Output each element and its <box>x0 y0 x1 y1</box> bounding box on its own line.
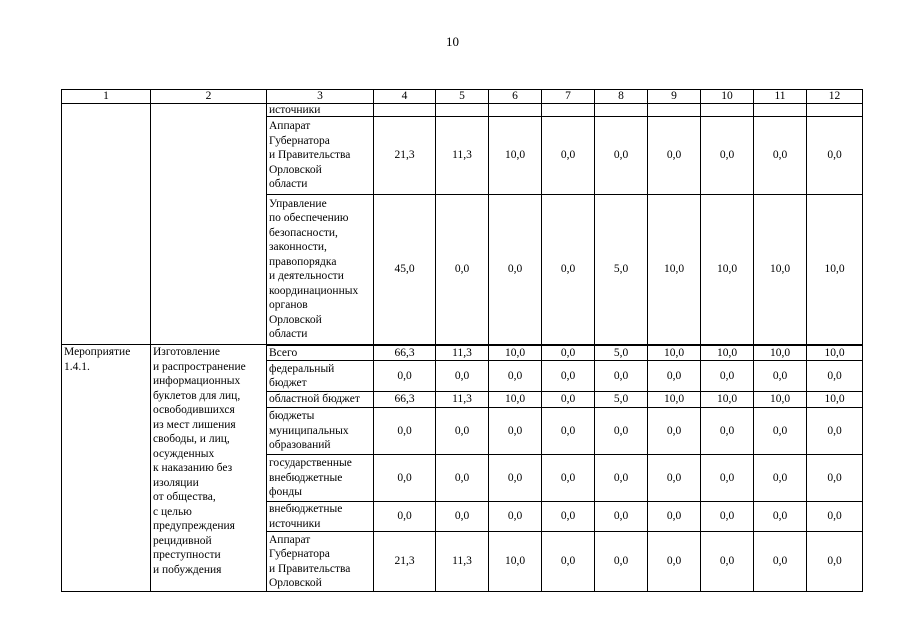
value-cell-col-7: 0,0 <box>542 408 595 455</box>
value-cell-col-10: 0,0 <box>701 502 754 532</box>
column-number-9: 9 <box>648 90 701 104</box>
value-cell-col-12: 0,0 <box>807 532 863 592</box>
value-cell-col-9: 0,0 <box>648 361 701 392</box>
funding-source-cell: Всего <box>267 345 374 361</box>
value-cell-col-11: 0,0 <box>754 502 807 532</box>
value-cell-col-4: 45,0 <box>374 195 436 345</box>
column-number-row <box>62 90 863 104</box>
value-cell-col-9: 10,0 <box>648 195 701 345</box>
value-cell-col-11: 10,0 <box>754 345 807 361</box>
value-cell-col-6: 10,0 <box>489 532 542 592</box>
value-cell-col-11: 0,0 <box>754 408 807 455</box>
value-cell-col-9 <box>648 104 701 117</box>
value-cell-col-12: 10,0 <box>807 345 863 361</box>
table-row <box>62 104 863 117</box>
value-cell-col-6: 0,0 <box>489 455 542 502</box>
value-cell-col-11: 0,0 <box>754 532 807 592</box>
value-cell-col-12: 0,0 <box>807 117 863 195</box>
value-cell-col-10 <box>701 104 754 117</box>
value-cell-col-11: 0,0 <box>754 455 807 502</box>
value-cell-col-12: 0,0 <box>807 361 863 392</box>
value-cell-col-7 <box>542 104 595 117</box>
value-cell-col-11: 0,0 <box>754 361 807 392</box>
value-cell-col-12: 10,0 <box>807 392 863 408</box>
funding-source-cell: федеральный бюджет <box>267 361 374 392</box>
value-cell-col-4: 0,0 <box>374 361 436 392</box>
column-number-8: 8 <box>595 90 648 104</box>
value-cell-col-11: 0,0 <box>754 117 807 195</box>
column-number-6: 6 <box>489 90 542 104</box>
value-cell-col-8 <box>595 104 648 117</box>
funding-source-cell: Аппарат Губернатора и Правительства Орловской области <box>267 117 374 195</box>
value-cell-col-5: 11,3 <box>436 532 489 592</box>
value-cell-col-7: 0,0 <box>542 532 595 592</box>
value-cell-col-9: 0,0 <box>648 502 701 532</box>
value-cell-col-11: 10,0 <box>754 392 807 408</box>
funding-source-cell: бюджеты муниципальных образований <box>267 408 374 455</box>
funding-source-cell: областной бюджет <box>267 392 374 408</box>
value-cell-col-6: 10,0 <box>489 345 542 361</box>
value-cell-col-10: 10,0 <box>701 195 754 345</box>
value-cell-col-5: 11,3 <box>436 117 489 195</box>
measure-description-cell: Изготовление и распространение информационных буклетов для лиц, освободившихся из мест лишения свободы, и лиц, осужденных к наказанию без изоляции от общества, с целью предупреждения рецидивной преступности и побуждения <box>151 345 267 592</box>
value-cell-col-5: 0,0 <box>436 455 489 502</box>
value-cell-col-10: 0,0 <box>701 117 754 195</box>
measure-code-cell <box>62 104 151 345</box>
measure-code-cell: Мероприятие 1.4.1. <box>62 345 151 592</box>
funding-source-cell: источники <box>267 104 374 117</box>
funding-source-cell: государственные внебюджетные фонды <box>267 455 374 502</box>
value-cell-col-8: 5,0 <box>595 195 648 345</box>
measure-description-cell <box>151 104 267 345</box>
value-cell-col-11 <box>754 104 807 117</box>
column-number-3: 3 <box>267 90 374 104</box>
column-number-2: 2 <box>151 90 267 104</box>
value-cell-col-9: 0,0 <box>648 532 701 592</box>
value-cell-col-7: 0,0 <box>542 502 595 532</box>
value-cell-col-5: 0,0 <box>436 195 489 345</box>
value-cell-col-6: 0,0 <box>489 195 542 345</box>
value-cell-col-5: 11,3 <box>436 392 489 408</box>
value-cell-col-9: 10,0 <box>648 345 701 361</box>
value-cell-col-12: 0,0 <box>807 502 863 532</box>
value-cell-col-8: 5,0 <box>595 345 648 361</box>
value-cell-col-6 <box>489 104 542 117</box>
value-cell-col-10: 0,0 <box>701 532 754 592</box>
funding-source-cell: Аппарат Губернатора и Правительства Орловской <box>267 532 374 592</box>
table-row <box>62 345 863 361</box>
budget-table-container <box>61 89 862 592</box>
column-number-1: 1 <box>62 90 151 104</box>
value-cell-col-8: 5,0 <box>595 392 648 408</box>
value-cell-col-8: 0,0 <box>595 455 648 502</box>
value-cell-col-12: 0,0 <box>807 408 863 455</box>
column-number-5: 5 <box>436 90 489 104</box>
value-cell-col-10: 10,0 <box>701 392 754 408</box>
funding-source-cell: Управление по обеспечению безопасности, законности, правопорядка и деятельности координационных органов Орловской области <box>267 195 374 345</box>
value-cell-col-7: 0,0 <box>542 195 595 345</box>
value-cell-col-9: 10,0 <box>648 392 701 408</box>
value-cell-col-7: 0,0 <box>542 345 595 361</box>
value-cell-col-5 <box>436 104 489 117</box>
value-cell-col-5: 11,3 <box>436 345 489 361</box>
column-number-12: 12 <box>807 90 863 104</box>
value-cell-col-6: 10,0 <box>489 117 542 195</box>
value-cell-col-5: 0,0 <box>436 361 489 392</box>
value-cell-col-4: 0,0 <box>374 502 436 532</box>
value-cell-col-12 <box>807 104 863 117</box>
value-cell-col-9: 0,0 <box>648 455 701 502</box>
value-cell-col-10: 0,0 <box>701 361 754 392</box>
value-cell-col-4 <box>374 104 436 117</box>
value-cell-col-7: 0,0 <box>542 392 595 408</box>
value-cell-col-5: 0,0 <box>436 408 489 455</box>
value-cell-col-5: 0,0 <box>436 502 489 532</box>
value-cell-col-4: 0,0 <box>374 408 436 455</box>
value-cell-col-4: 66,3 <box>374 345 436 361</box>
value-cell-col-4: 66,3 <box>374 392 436 408</box>
value-cell-col-12: 0,0 <box>807 455 863 502</box>
column-number-4: 4 <box>374 90 436 104</box>
value-cell-col-7: 0,0 <box>542 361 595 392</box>
value-cell-col-8: 0,0 <box>595 408 648 455</box>
value-cell-col-6: 0,0 <box>489 361 542 392</box>
value-cell-col-7: 0,0 <box>542 117 595 195</box>
value-cell-col-4: 21,3 <box>374 117 436 195</box>
budget-table <box>61 89 863 592</box>
column-number-11: 11 <box>754 90 807 104</box>
value-cell-col-6: 10,0 <box>489 392 542 408</box>
column-number-10: 10 <box>701 90 754 104</box>
value-cell-col-6: 0,0 <box>489 502 542 532</box>
page-number: 10 <box>446 34 459 49</box>
funding-source-cell: внебюджетные источники <box>267 502 374 532</box>
value-cell-col-7: 0,0 <box>542 455 595 502</box>
value-cell-col-8: 0,0 <box>595 117 648 195</box>
value-cell-col-8: 0,0 <box>595 532 648 592</box>
table-body <box>62 90 863 592</box>
value-cell-col-12: 10,0 <box>807 195 863 345</box>
value-cell-col-4: 21,3 <box>374 532 436 592</box>
value-cell-col-8: 0,0 <box>595 361 648 392</box>
column-number-7: 7 <box>542 90 595 104</box>
value-cell-col-9: 0,0 <box>648 408 701 455</box>
value-cell-col-11: 10,0 <box>754 195 807 345</box>
value-cell-col-10: 0,0 <box>701 455 754 502</box>
value-cell-col-9: 0,0 <box>648 117 701 195</box>
value-cell-col-10: 10,0 <box>701 345 754 361</box>
value-cell-col-4: 0,0 <box>374 455 436 502</box>
value-cell-col-10: 0,0 <box>701 408 754 455</box>
value-cell-col-6: 0,0 <box>489 408 542 455</box>
value-cell-col-8: 0,0 <box>595 502 648 532</box>
